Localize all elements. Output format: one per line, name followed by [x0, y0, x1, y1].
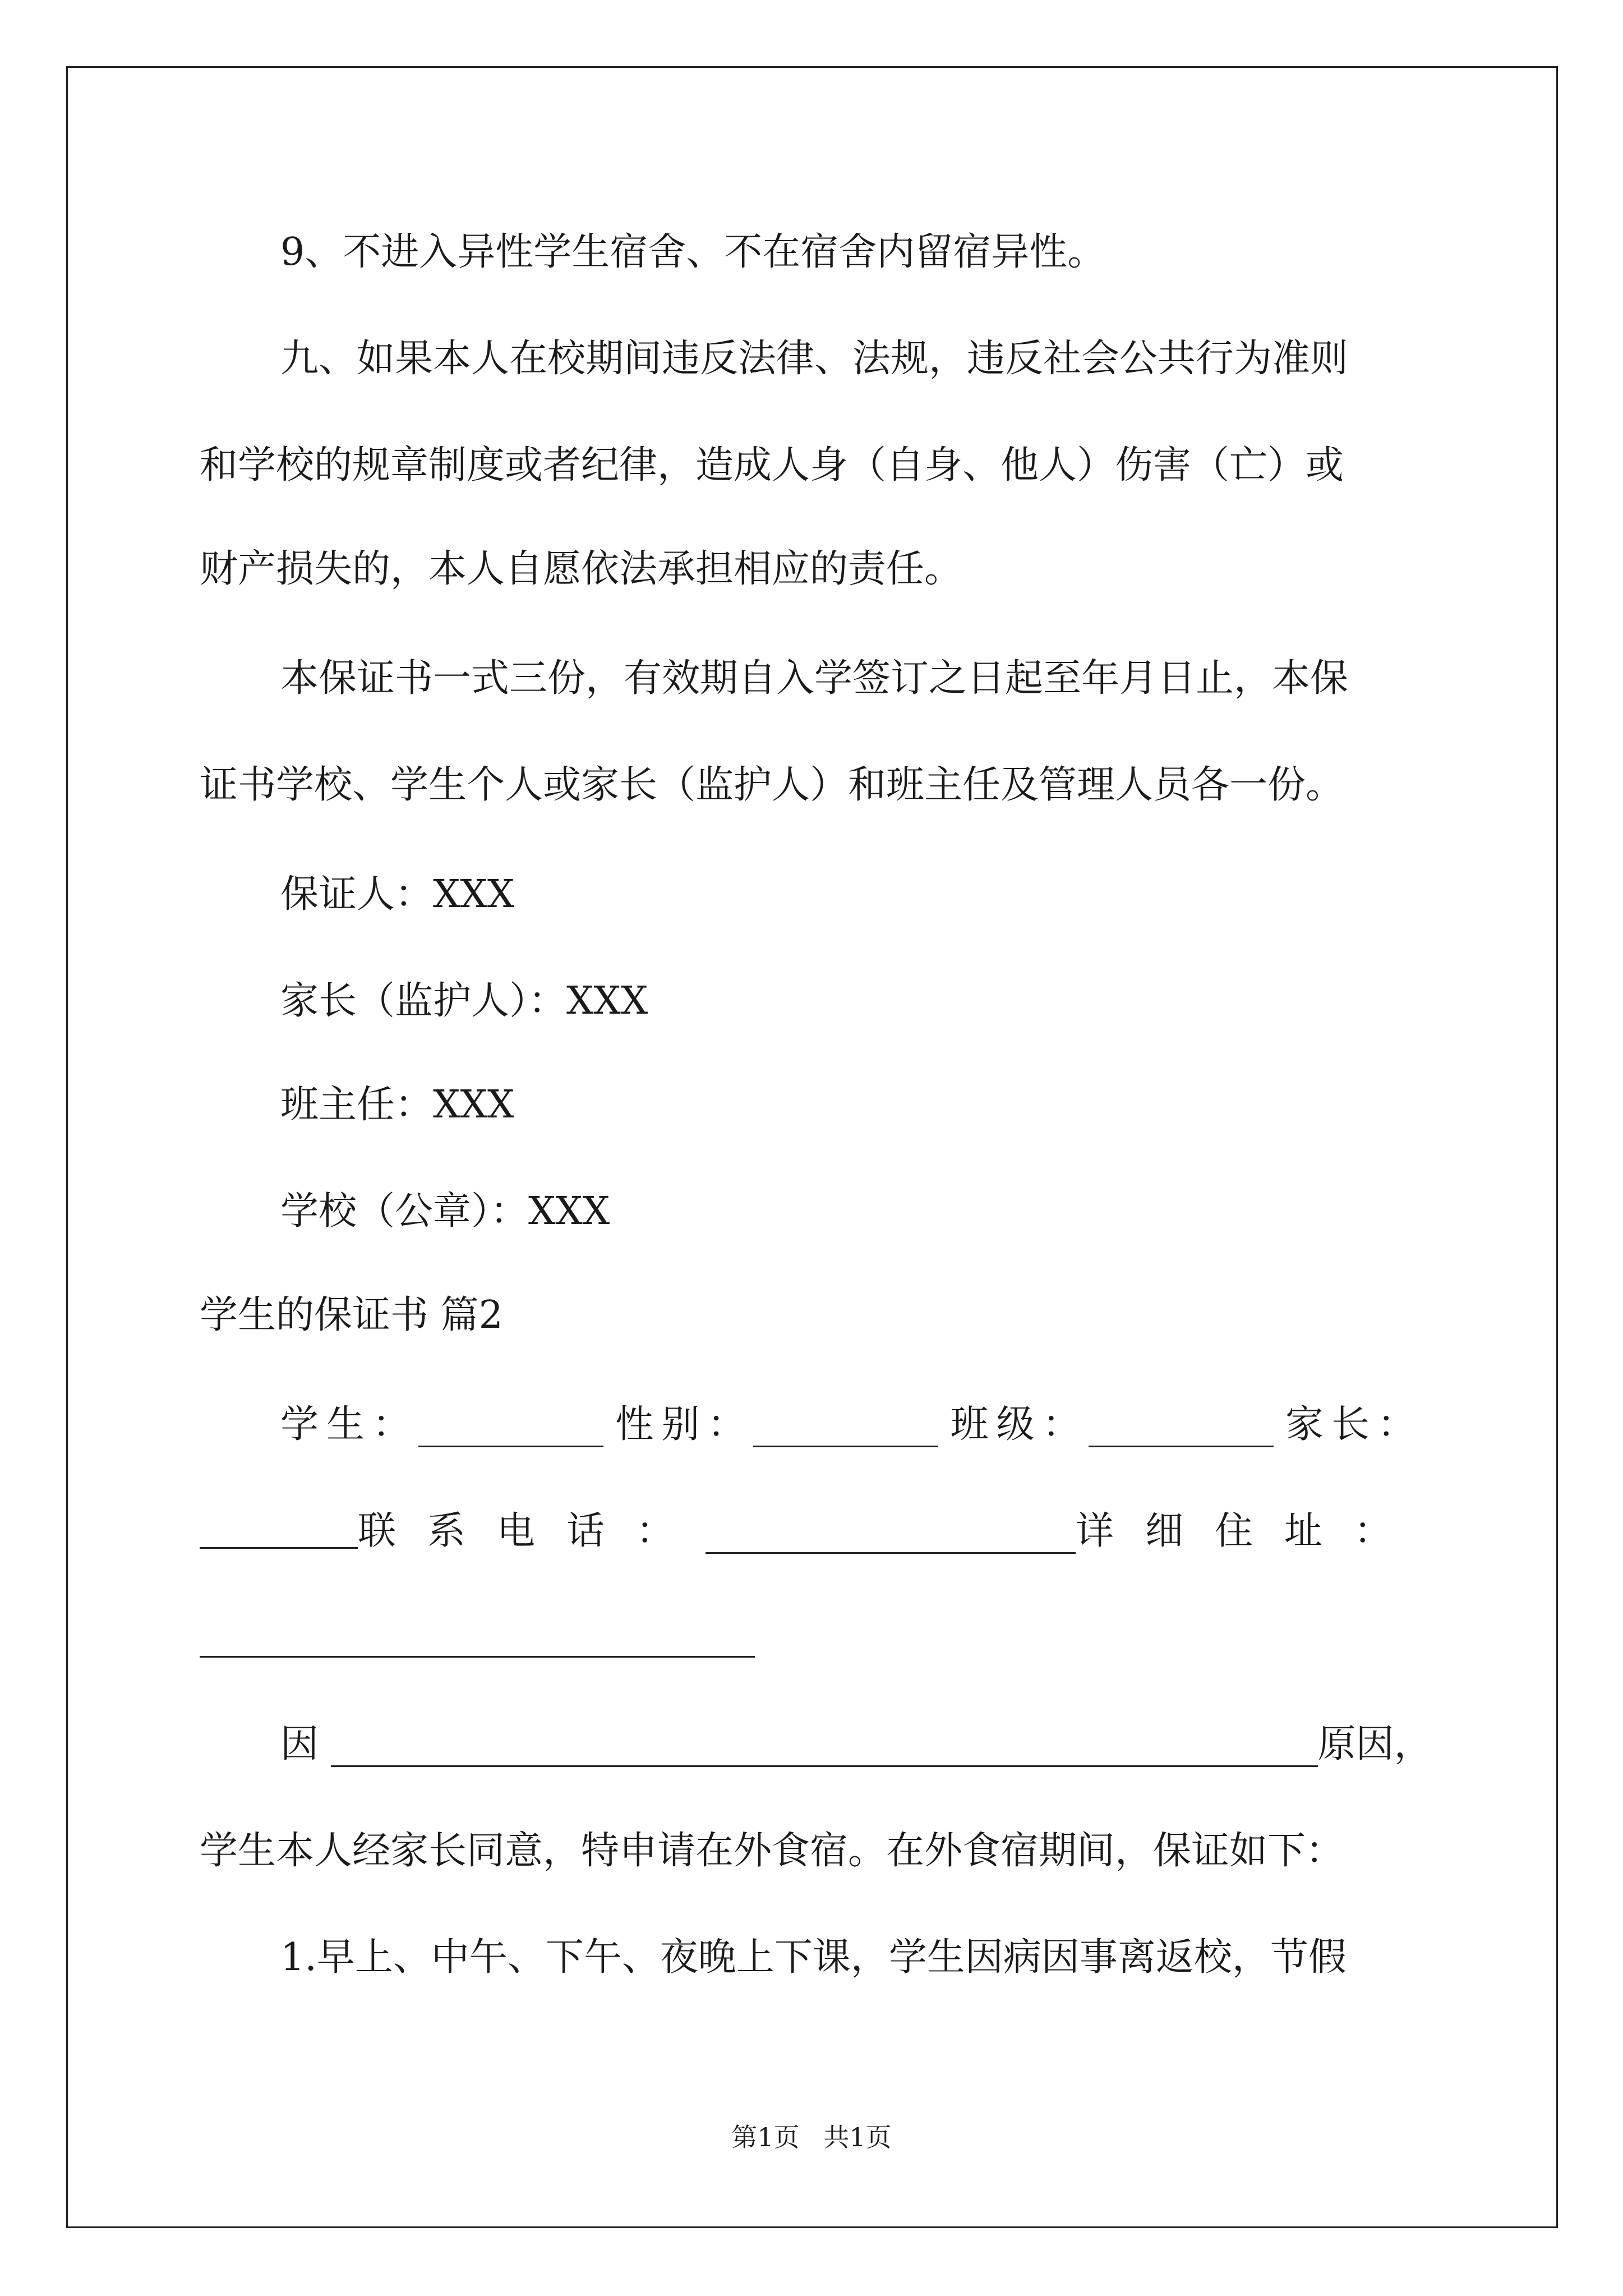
paragraph-line: 九、如果本人在校期间违反法律、法规，违反社会公共行为准则 — [280, 337, 1349, 381]
gender-blank[interactable] — [753, 1413, 938, 1447]
reason-blank[interactable] — [331, 1733, 1318, 1767]
gender-label: 性别： — [615, 1402, 754, 1447]
reason-field — [280, 1722, 1318, 1767]
class-blank[interactable] — [1089, 1413, 1274, 1447]
phone-blank[interactable] — [706, 1520, 1076, 1554]
paragraph-line: 证书学校、学生个人或家长（监护人）和班主任及管理人员各一份。 — [200, 763, 1344, 807]
section-heading: 学生的保证书 篇2 — [200, 1293, 503, 1337]
parent-label: 家长： — [1285, 1402, 1423, 1447]
page-total: 共1页 — [823, 2122, 892, 2152]
paragraph-line: 9、不进入异性学生宿舍、不在宿舍内留宿异性。 — [280, 230, 1106, 274]
class-label: 班级： — [950, 1402, 1089, 1447]
signature-school: 学校（公章）：XXX — [280, 1189, 610, 1234]
page-number: 第1页 — [731, 2122, 800, 2152]
page-footer — [0, 2120, 1623, 2154]
address-blank[interactable] — [200, 1623, 755, 1658]
address-label: 详细住址： — [1075, 1509, 1423, 1553]
reason-suffix: 原因， — [1317, 1722, 1432, 1766]
form-row-student — [280, 1402, 1423, 1447]
reason-prefix: 因 — [280, 1722, 319, 1766]
student-label: 学生： — [280, 1402, 419, 1447]
paragraph-line: 和学校的规章制度或者纪律，造成人身（自身、他人）伤害（亡）或 — [200, 443, 1344, 487]
parent-blank[interactable] — [200, 1515, 358, 1549]
student-blank[interactable] — [418, 1413, 603, 1447]
phone-label: 联系电话： — [357, 1509, 706, 1553]
form-row-address — [200, 1613, 755, 1658]
signature-guarantor: 保证人：XXX — [280, 872, 515, 917]
form-row-reason — [280, 1722, 1432, 1767]
paragraph-line: 本保证书一式三份，有效期自入学签订之日起至年月日止，本保 — [280, 656, 1349, 701]
class-field — [951, 1402, 1274, 1447]
signature-teacher: 班主任：XXX — [280, 1083, 515, 1127]
paragraph-line: 财产损失的，本人自愿依法承担相应的责任。 — [200, 547, 963, 591]
signature-parent: 家长（监护人）：XXX — [280, 979, 648, 1023]
paragraph-line: 学生本人经家长同意，特申请在外食宿。在外食宿期间，保证如下： — [200, 1829, 1344, 1873]
phone-field — [358, 1509, 1076, 1554]
form-row-contact — [200, 1509, 1423, 1554]
paragraph-line: 1.早上、中午、下午、夜晚上下课，学生因病因事离返校，节假 — [280, 1935, 1347, 1980]
page-border — [66, 66, 1558, 2228]
gender-field — [615, 1402, 938, 1447]
student-field — [280, 1402, 603, 1447]
